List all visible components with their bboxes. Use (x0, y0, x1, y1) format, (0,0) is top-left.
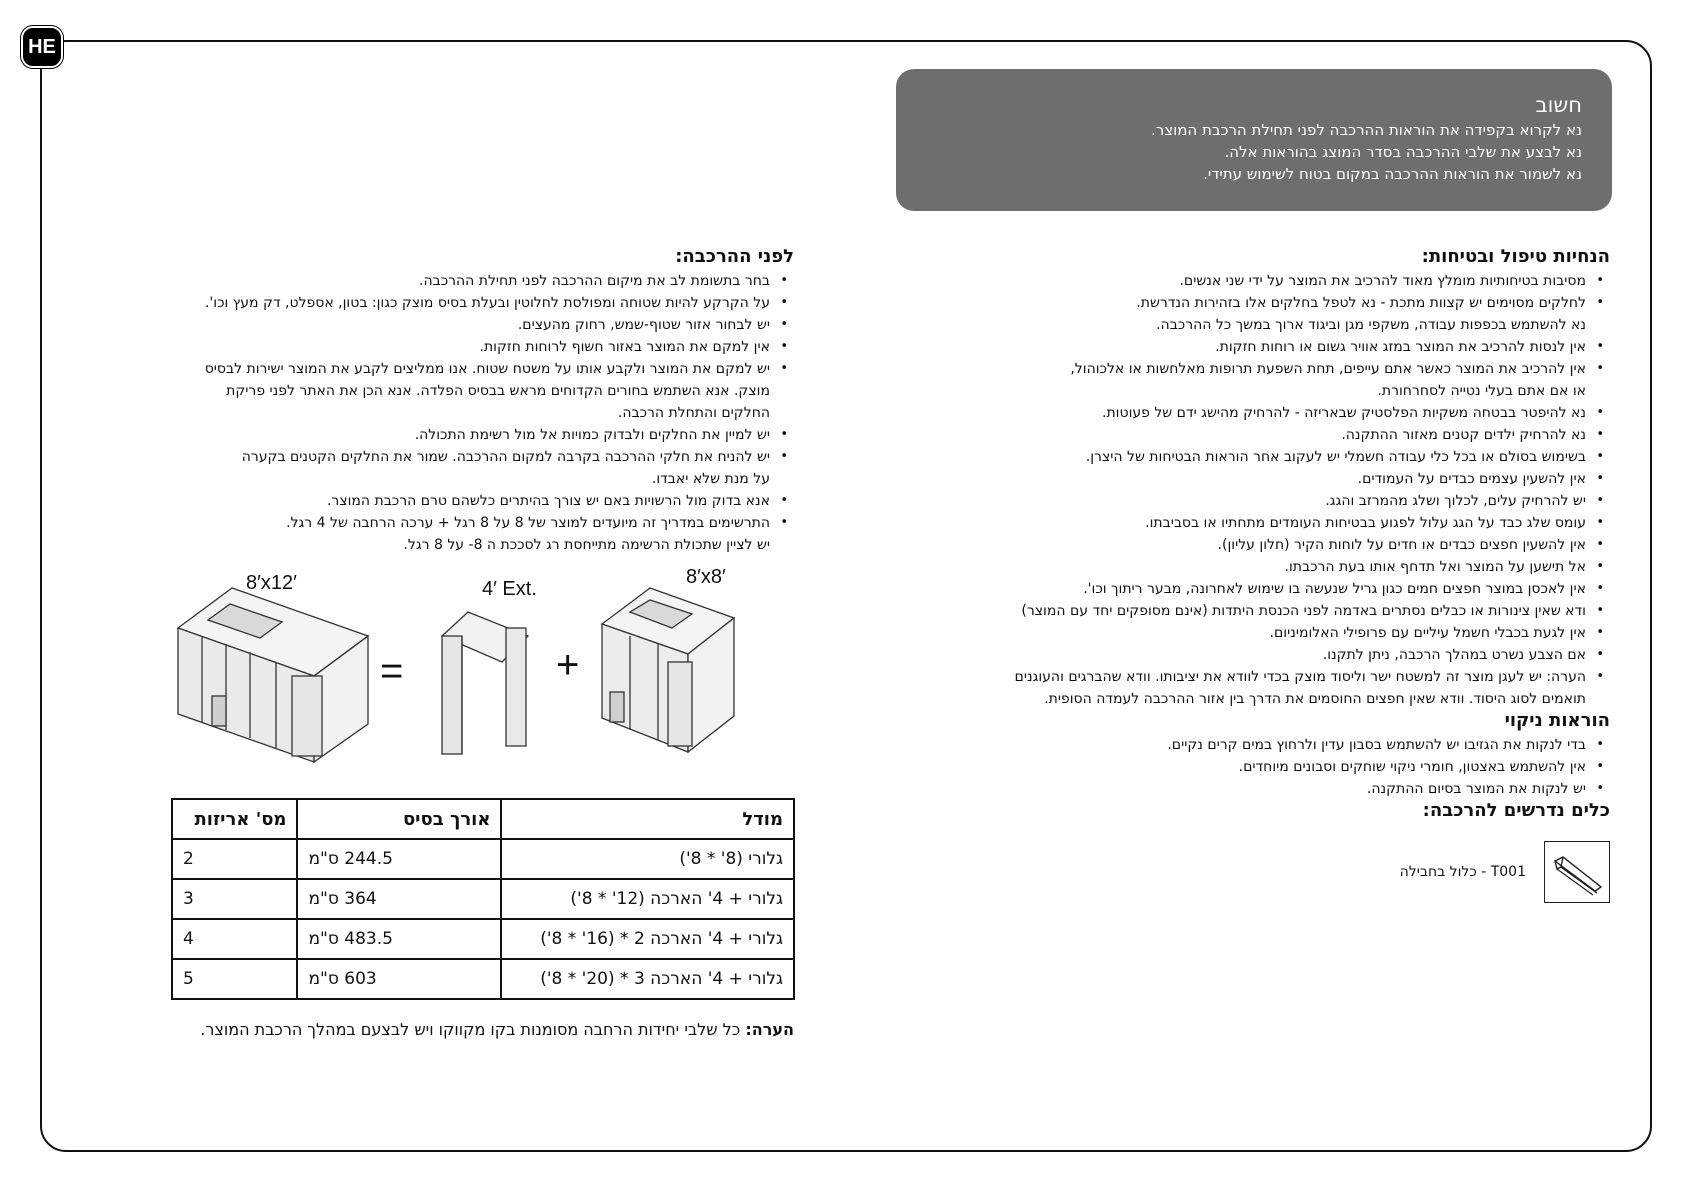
cell-boxes: 2 (172, 839, 297, 879)
before-assembly-item: • יש למקם את המוצר ולקבע אותו על משטח שטוח. אנו ממליצים לקבע את המוצר ישירות לבסיס מוצק. אנא השתמש בחורים הקדוחים מראש בבסיס הפלדה. אנא הכן את האתר לפני פריקת החלקים והתחלת הרכבה. (122, 358, 794, 424)
before-assembly-item: • יש למיין את החלקים ולבדוק כמויות אל מול רשימת התכולה. (122, 424, 794, 446)
safety-item: • ודא שאין צינורות או כבלים נסתרים באדמה לפני הכנסת היתדות (אינם מסופקים יחד עם המוצר) (930, 600, 1610, 622)
safety-item: • אל תישען על המוצר ואל תדחף אותו בעת הרכבתו. (930, 556, 1610, 578)
label-4-ext: 4′ Ext. (482, 578, 537, 600)
safety-item: • הערה: יש לעגן מוצר זה למשטח ישר וליסוד מוצק בכדי לוודא את יציבותו. וודא שהברגים והעוגנים תואמים לסוג היסוד. וודא שאין חפצים החוסמים את הדרך בין אזור ההרכבה לעמדה הסופית. (930, 666, 1610, 710)
extension-4ft-illustration (442, 612, 528, 754)
cell-model: גלורי + 4' הארכה 2 * (16' * 8') (501, 919, 794, 959)
table-row (172, 959, 794, 999)
cell-model: גלורי + 4' הארכה 3 * (20' * 8') (501, 959, 794, 999)
safety-item: • אין לגעת בכבלי חשמל עיליים עם פרופילי האלומיניום. (930, 622, 1610, 644)
greenhouse-diagram (172, 566, 796, 766)
before-assembly-list (122, 270, 794, 556)
safety-item: • בשימוש בסולם או בכל כלי עבודה חשמלי יש לעקוב אחר הוראות הבטיחות של היצרן. (930, 446, 1610, 468)
important-line: נא לשמור את הוראות ההרכבה במקום בטוח לשימוש עתידי. (1203, 165, 1582, 183)
safety-item: • מסיבות בטיחותיות מומלץ מאוד להרכיב את המוצר על ידי שני אנשים. (930, 270, 1610, 292)
safety-heading: הנחיות טיפול ובטיחות: (1421, 246, 1610, 267)
table-row (172, 919, 794, 959)
important-line: נא לקרוא בקפידה את הוראות ההרכבה לפני תחילת הרכבת המוצר. (1151, 121, 1582, 139)
cleaning-item: • אין להשתמש באצטון, חומרי ניקוי שוחקים וסבונים מיוחדים. (930, 756, 1610, 778)
cell-boxes: 4 (172, 919, 297, 959)
left-column (122, 246, 794, 556)
tool-item (930, 841, 1610, 903)
safety-item: • אין לנסות להרכיב את המוצר במזג אוויר גשום או רוחות חזקות. (930, 336, 1610, 358)
safety-item: • אין להרכיב את המוצר כאשר אתם עייפים, תחת השפעת תרופות מאלחשות או אלכוהול, או אם אתם בעלי נטייה לסחרחורת. (930, 358, 1610, 402)
cleaning-heading: הוראות ניקוי (1504, 710, 1610, 731)
before-assembly-item: • על הקרקע להיות שטוחה ומפולסת לחלוטין ובעלת בסיס מוצק כגון: בטון, אספלט, דק מעץ וכו'. (122, 292, 794, 314)
safety-item: • אין לאכסן במוצר חפצים חמים כגון גריל שנעשה בו שימוש לאחרונה, מבער ריתוך וכו'. (930, 578, 1610, 600)
equals-sign: = (380, 649, 404, 693)
extension-note (122, 1020, 794, 1039)
cell-length: 483.5 ס"מ (297, 919, 501, 959)
cell-model: גלורי + 4' הארכה (12' * 8') (501, 879, 794, 919)
cell-boxes: 3 (172, 879, 297, 919)
safety-item: • נא להרחיק ילדים קטנים מאזור ההתקנה. (930, 424, 1610, 446)
language-badge: HE (21, 26, 63, 68)
models-table (171, 798, 795, 1000)
safety-item: • אין להשעין חפצים כבדים או חדים על לוחות הקיר (חלון עליון). (930, 534, 1610, 556)
important-line: נא לבצע את שלבי ההרכבה בסדר המוצג בהוראות אלה. (1224, 143, 1582, 161)
cell-boxes: 5 (172, 959, 297, 999)
before-assembly-item: • אנא בדוק מול הרשויות באם יש צורך בהיתרים כלשהם טרם הרכבת המוצר. (122, 490, 794, 512)
label-8x8: 8′x8′ (686, 566, 726, 588)
before-assembly-item: • יש להניח את חלקי ההרכבה בקרבה למקום ההרכבה. שמור את החלקים הקטנים בקערה על מנת שלא יאבדו. (122, 446, 794, 490)
label-8x12: 8′x12′ (246, 572, 297, 594)
safety-item: • אם הצבע נשרט במהלך הרכבה, ניתן לתקנו. (930, 644, 1610, 666)
header-base-length: אורך בסיס (297, 799, 501, 839)
note-label: הערה: (745, 1020, 794, 1039)
cleaning-list (930, 734, 1610, 800)
table-row (172, 879, 794, 919)
safety-item: • יש להרחיק עלים, לכלוך ושלג מהמרזב והגג. (930, 490, 1610, 512)
header-boxes: מס' אריזות (172, 799, 297, 839)
cell-model: גלורי (8' * 8') (501, 839, 794, 879)
important-title: חשוב (1535, 93, 1582, 117)
hex-key-icon (1544, 841, 1610, 903)
cell-length: 603 ס"מ (297, 959, 501, 999)
tools-heading: כלים נדרשים להרכבה: (1422, 800, 1610, 821)
table-header-row (172, 799, 794, 839)
greenhouse-8x12-illustration (178, 588, 368, 762)
cleaning-item: • בדי לנקות את הגזיבו יש להשתמש בסבון עדין ולרחוץ במים קרים נקיים. (930, 734, 1610, 756)
safety-list (930, 270, 1610, 710)
cell-length: 244.5 ס"מ (297, 839, 501, 879)
before-assembly-item: • התרשימים במדריך זה מיועדים למוצר של 8 על 8 רגל + ערכה הרחבה של 4 רגל. יש לציין שתכולת הרשימה מתייחסת רג לסככת ה 8- על 8 רגל. (122, 512, 794, 556)
before-assembly-heading: לפני ההרכבה: (675, 246, 794, 267)
table-row (172, 839, 794, 879)
before-assembly-item: • יש לבחור אזור שטוף-שמש, רחוק מהעצים. (122, 314, 794, 336)
plus-sign: + (556, 643, 580, 687)
before-assembly-item: • בחר בתשומת לב את מיקום ההרכבה לפני תחילת ההרכבה. (122, 270, 794, 292)
safety-item: • נא להיפטר בבטחה משקיות הפלסטיק שבאריזה - להרחיק מהישג ידם של פעוטות. (930, 402, 1610, 424)
header-model: מודל (501, 799, 794, 839)
important-notice (896, 69, 1612, 211)
before-assembly-item: • אין למקם את המוצר באזור חשוף לרוחות חזקות. (122, 336, 794, 358)
safety-item: • אין להשעין עצמים כבדים על העמודים. (930, 468, 1610, 490)
safety-item: • לחלקים מסוימים יש קצוות מתכת - נא לטפל בחלקים אלו בזהירות הנדרשת. נא להשתמש בכפפות עבודה, משקפי מגן וביגוד ארוך במשך כל ההרכבה. (930, 292, 1610, 336)
tool-label: T001 - כלול בחבילה (1399, 864, 1526, 880)
cleaning-item: • יש לנקות את המוצר בסיום ההתקנה. (930, 778, 1610, 800)
right-column (930, 246, 1610, 903)
cell-length: 364 ס"מ (297, 879, 501, 919)
note-text: כל שלבי יחידות הרחבה מסומנות בקו מקווקו ויש לבצעם במהלך הרכבת המוצר. (200, 1020, 746, 1039)
safety-item: • עומס שלג כבד על הגג עלול לפגוע בבטיחות העומדים מתחתיו או בסביבתו. (930, 512, 1610, 534)
greenhouse-8x8-illustration (602, 588, 734, 752)
